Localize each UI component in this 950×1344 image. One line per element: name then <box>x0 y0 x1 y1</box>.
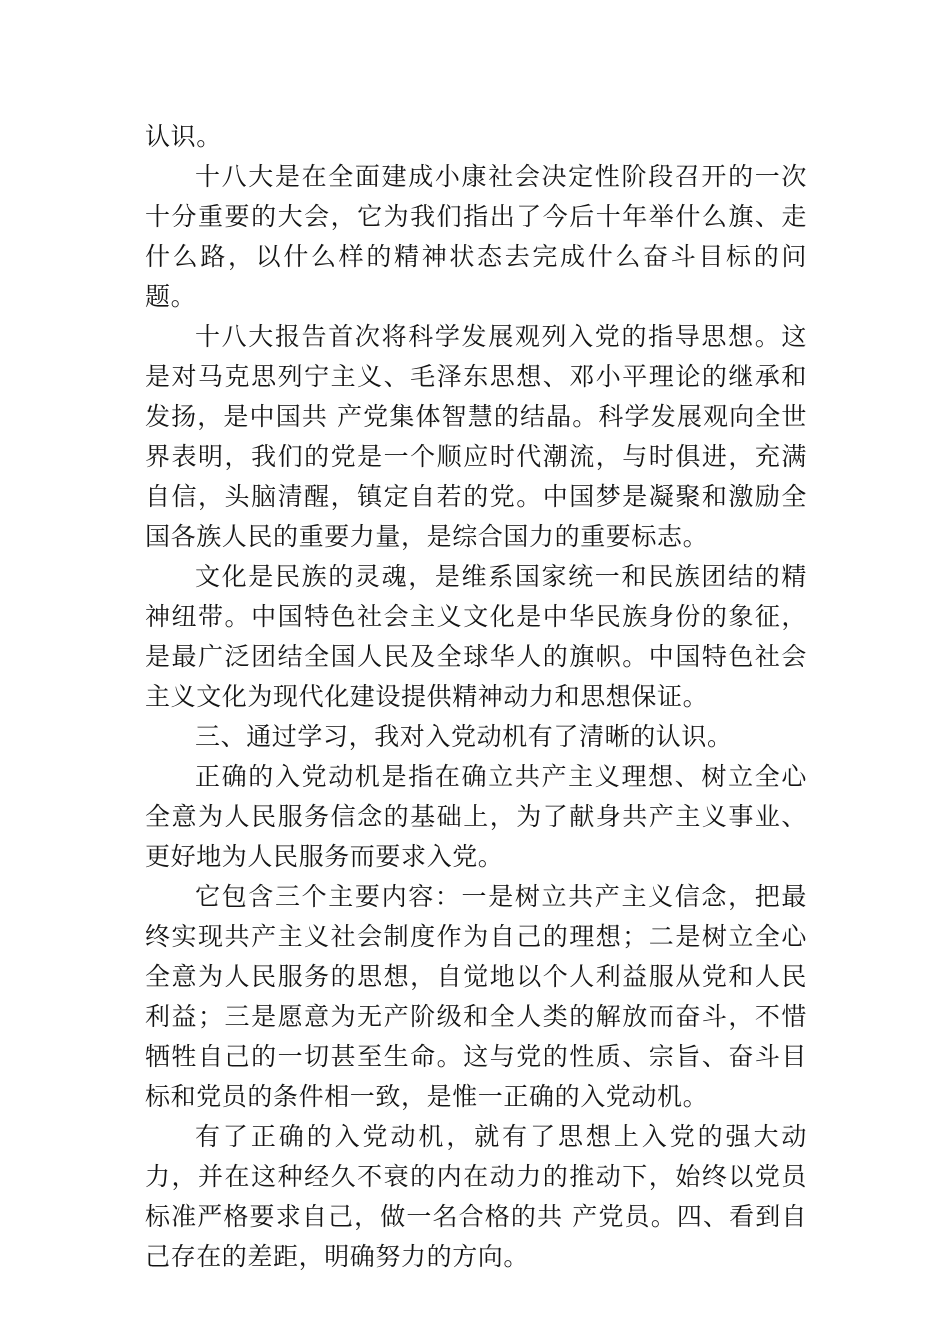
paragraph-three-contents: 它包含三个主要内容：一是树立共产主义信念，把最终实现共产主义社会制度作为自己的理想；二是树立全心全意为人民服务的思想，自觉地以个人利益服从党和人民利益；三是愿意为无产阶级和全人类的解放而奋斗，不惜牺牲自己的一切甚至生命。这与党的性质、宗旨、奋斗目标和党员的条件相一致，是惟一正确的入党动机。 <box>145 882 807 1111</box>
paragraph-continuation: 认识。 <box>145 122 222 151</box>
paragraph-eighteenth-congress: 十八大是在全面建成小康社会决定性阶段召开的一次十分重要的大会，它为我们指出了今后十年举什么旗、走什么路，以什么样的精神状态去完成什么奋斗目标的问题。 <box>145 162 807 311</box>
section-heading-motivation: 三、通过学习，我对入党动机有了清晰的认识。 <box>195 722 733 751</box>
paragraph-culture: 文化是民族的灵魂，是维系国家统一和民族团结的精神纽带。中国特色社会主义文化是中华民族身份的象征，是最广泛团结全国人民及全球华人的旗帜。中国特色社会主义文化为现代化建设提供精神动力和思想保证。 <box>145 562 807 711</box>
paragraph-scientific-outlook: 十八大报告首次将科学发展观列入党的指导思想。这是对马克思列宁主义、毛泽东思想、邓小平理论的继承和发扬，是中国共 产党集体智慧的结晶。科学发展观向全世界表明，我们的党是一个顺应时代潮流，与时俱进，充满自信，头脑清醒，镇定自若的党。中国梦是凝聚和激励全国各族人民的重要力量，是综合国力的重要标志。 <box>145 322 807 551</box>
document-body <box>145 117 807 1277</box>
paragraph-correct-motivation: 正确的入党动机是指在确立共产主义理想、树立全心全意为人民服务信念的基础上，为了献身共产主义事业、更好地为人民服务而要求入党。 <box>145 762 807 871</box>
paragraph-conclusion: 有了正确的入党动机，就有了思想上入党的强大动力，并在这种经久不衰的内在动力的推动下，始终以党员标准严格要求自己，做一名合格的共 产党员。四、看到自己存在的差距，明确努力的方向。 <box>145 1122 807 1271</box>
